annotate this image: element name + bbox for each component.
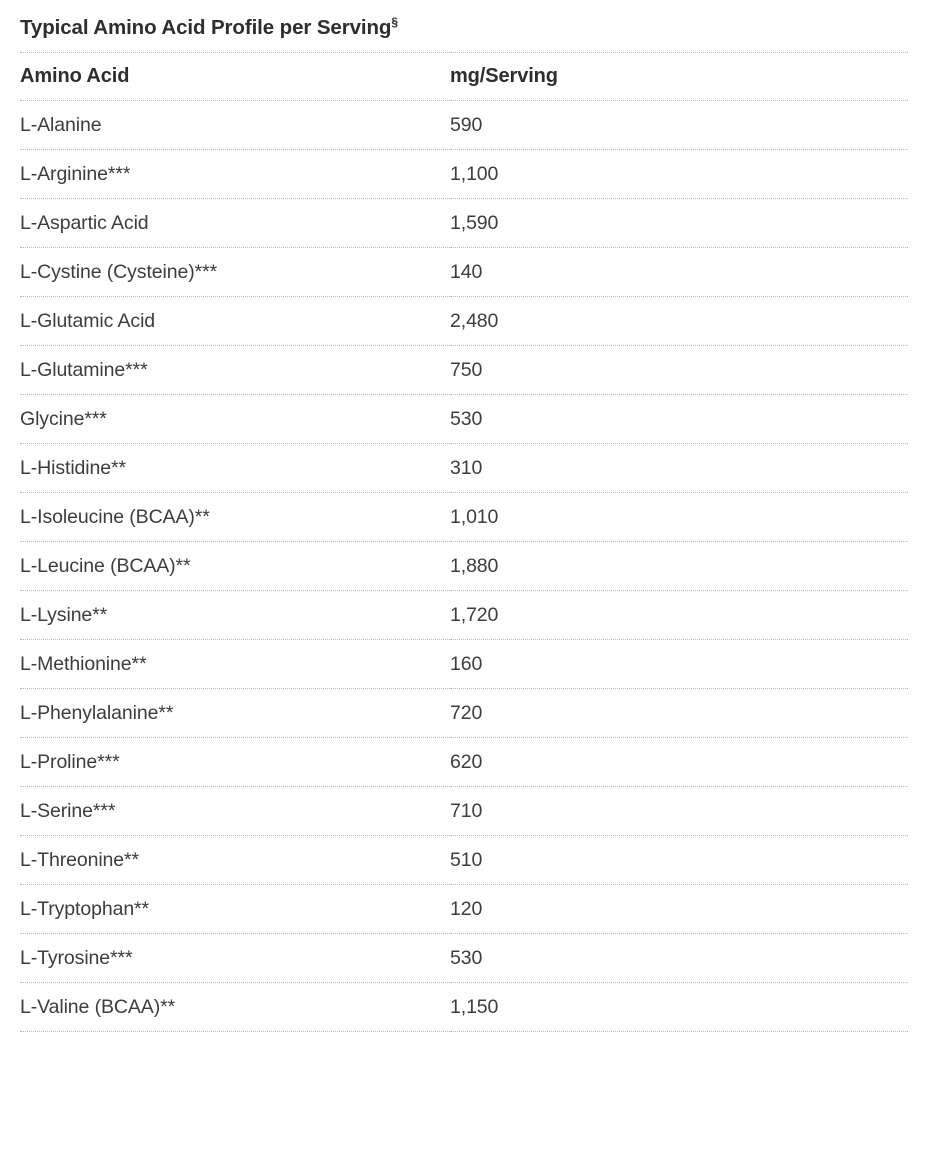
cell-amino-acid-name: L-Lysine** [20,590,450,639]
cell-amino-acid-value: 1,150 [450,982,908,1031]
cell-amino-acid-value: 1,590 [450,198,908,247]
cell-amino-acid-name: L-Phenylalanine** [20,688,450,737]
table-row [20,590,908,639]
table-row [20,786,908,835]
table-header-row [20,52,908,100]
cell-amino-acid-value: 620 [450,737,908,786]
cell-amino-acid-value: 530 [450,933,908,982]
table-row [20,149,908,198]
cell-amino-acid-name: L-Glutamic Acid [20,296,450,345]
cell-amino-acid-name: L-Arginine*** [20,149,450,198]
table-row [20,541,908,590]
table-row [20,296,908,345]
column-header-amino-acid: Amino Acid [20,52,450,100]
table-row [20,443,908,492]
cell-amino-acid-value: 1,880 [450,541,908,590]
cell-amino-acid-value: 160 [450,639,908,688]
cell-amino-acid-name: L-Tyrosine*** [20,933,450,982]
cell-amino-acid-name: Glycine*** [20,394,450,443]
cell-amino-acid-value: 750 [450,345,908,394]
cell-amino-acid-value: 530 [450,394,908,443]
cell-amino-acid-name: L-Aspartic Acid [20,198,450,247]
table-row [20,492,908,541]
cell-amino-acid-value: 720 [450,688,908,737]
table-row [20,884,908,933]
table-row [20,737,908,786]
cell-amino-acid-name: L-Histidine** [20,443,450,492]
table-body [20,100,908,1031]
cell-amino-acid-name: L-Glutamine*** [20,345,450,394]
cell-amino-acid-value: 310 [450,443,908,492]
cell-amino-acid-value: 120 [450,884,908,933]
cell-amino-acid-value: 1,010 [450,492,908,541]
table-row [20,835,908,884]
cell-amino-acid-value: 510 [450,835,908,884]
cell-amino-acid-name: L-Threonine** [20,835,450,884]
table-row [20,345,908,394]
cell-amino-acid-value: 140 [450,247,908,296]
cell-amino-acid-value: 2,480 [450,296,908,345]
cell-amino-acid-value: 1,100 [450,149,908,198]
cell-amino-acid-name: L-Leucine (BCAA)** [20,541,450,590]
cell-amino-acid-name: L-Cystine (Cysteine)*** [20,247,450,296]
cell-amino-acid-name: L-Alanine [20,100,450,149]
cell-amino-acid-name: L-Methionine** [20,639,450,688]
cell-amino-acid-name: L-Isoleucine (BCAA)** [20,492,450,541]
cell-amino-acid-value: 1,720 [450,590,908,639]
table-title [20,0,450,52]
cell-amino-acid-name: L-Proline*** [20,737,450,786]
table-row [20,639,908,688]
cell-amino-acid-name: L-Valine (BCAA)** [20,982,450,1031]
table-row [20,394,908,443]
table-row [20,933,908,982]
cell-amino-acid-value: 710 [450,786,908,835]
table-header [20,52,908,100]
table-row [20,100,908,149]
table-title-footnote-marker: § [391,15,398,30]
cell-amino-acid-name: L-Serine*** [20,786,450,835]
table-row [20,688,908,737]
amino-acid-table [20,52,908,1032]
column-header-mg-serving: mg/Serving [450,52,908,100]
table-row [20,198,908,247]
cell-amino-acid-value: 590 [450,100,908,149]
table-row [20,982,908,1031]
table-title-text: Typical Amino Acid Profile per Serving [20,16,392,39]
table-row [20,247,908,296]
cell-amino-acid-name: L-Tryptophan** [20,884,450,933]
